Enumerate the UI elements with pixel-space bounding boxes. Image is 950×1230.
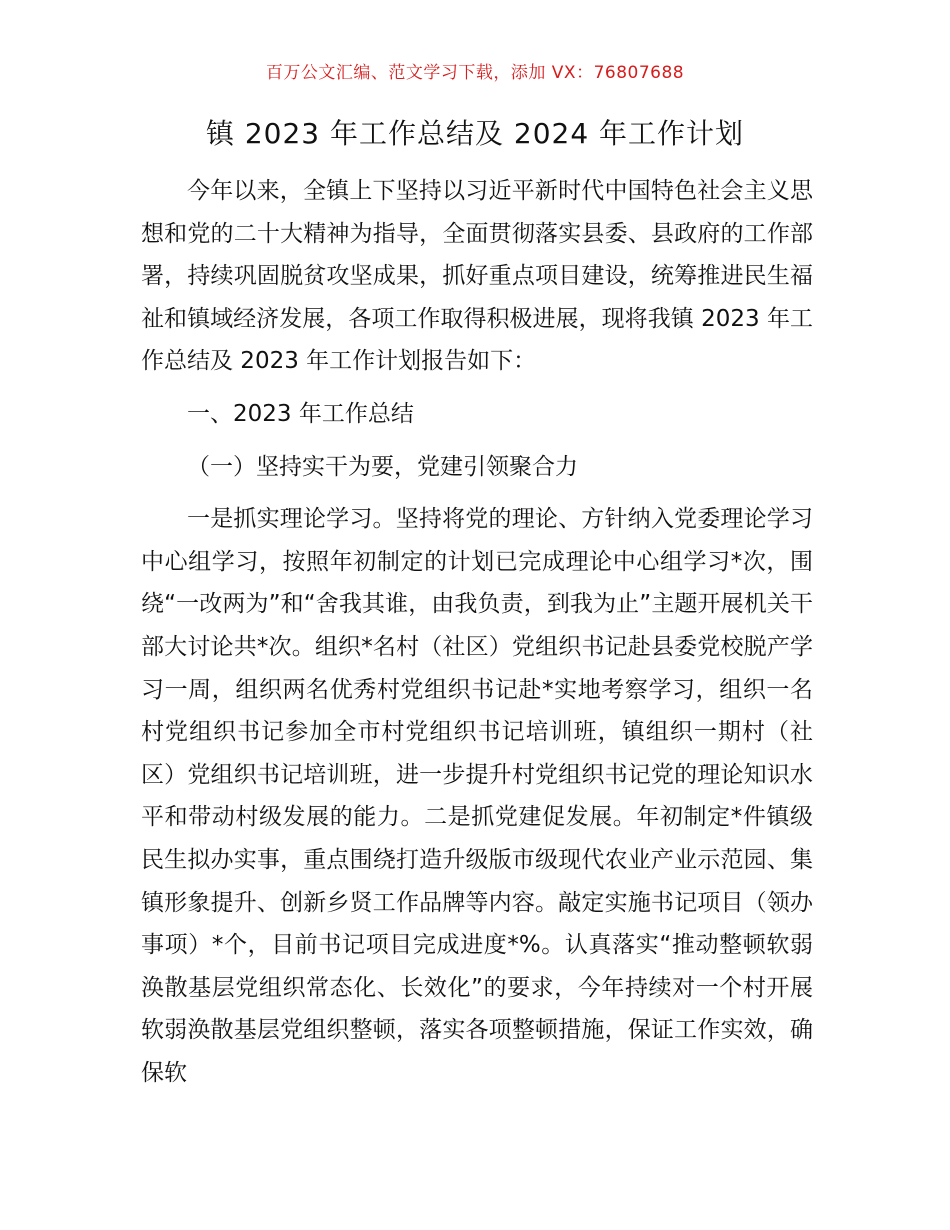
watermark-text: 百万公文汇编、范文学习下载，添加 VX：76807688 xyxy=(265,63,685,83)
subsection-heading: （一）坚持实干为要，党建引领聚合力 xyxy=(187,453,578,480)
document-body xyxy=(141,170,813,1094)
body-paragraph: 一是抓实理论学习。坚持将党的理论、方针纳入党委理论学习中心组学习，按照年初制定的计划已完成理论中心组学习*次，围绕“一改两为”和“舍我其谁，由我负责，到我为止”主题开展机关干部大讨论共*次。组织*名村（社区）党组织书记赴县委党校脱产学习一周，组织两名优秀村党组织书记赴*实地考察学习，组织一名村党组织书记参加全市村党组织书记培训班，镇组织一期村（社区）党组织书记培训班，进一步提升村党组织书记党的理论知识水平和带动村级发展的能力。二是抓党建促发展。年初制定*件镇级民生拟办实事，重点围绕打造升级版市级现代农业产业示范园、集镇形象提升、创新乡贤工作品牌等内容。敲定实施书记项目（领办事项）*个，目前书记项目完成进度*%。认真落实“推动整顿软弱涣散基层党组织常态化、长效化”的要求，今年持续对一个村开展软弱涣散基层党组织整顿，落实各项整顿措施，保证工作实效，确保软 xyxy=(141,506,813,1086)
intro-paragraph: 今年以来，全镇上下坚持以习近平新时代中国特色社会主义思想和党的二十大精神为指导，全面贯彻落实县委、县政府的工作部署，持续巩固脱贫攻坚成果，抓好重点项目建设，统筹推进民生福祉和镇域经济发展，各项工作取得积极进展，现将我镇 2023 年工作总结及 2023 年工作计划报告如下： xyxy=(141,178,813,375)
document-title: 镇 2023 年工作总结及 2024 年工作计划 xyxy=(205,117,745,150)
section-heading: 一、2023 年工作总结 xyxy=(187,400,414,427)
